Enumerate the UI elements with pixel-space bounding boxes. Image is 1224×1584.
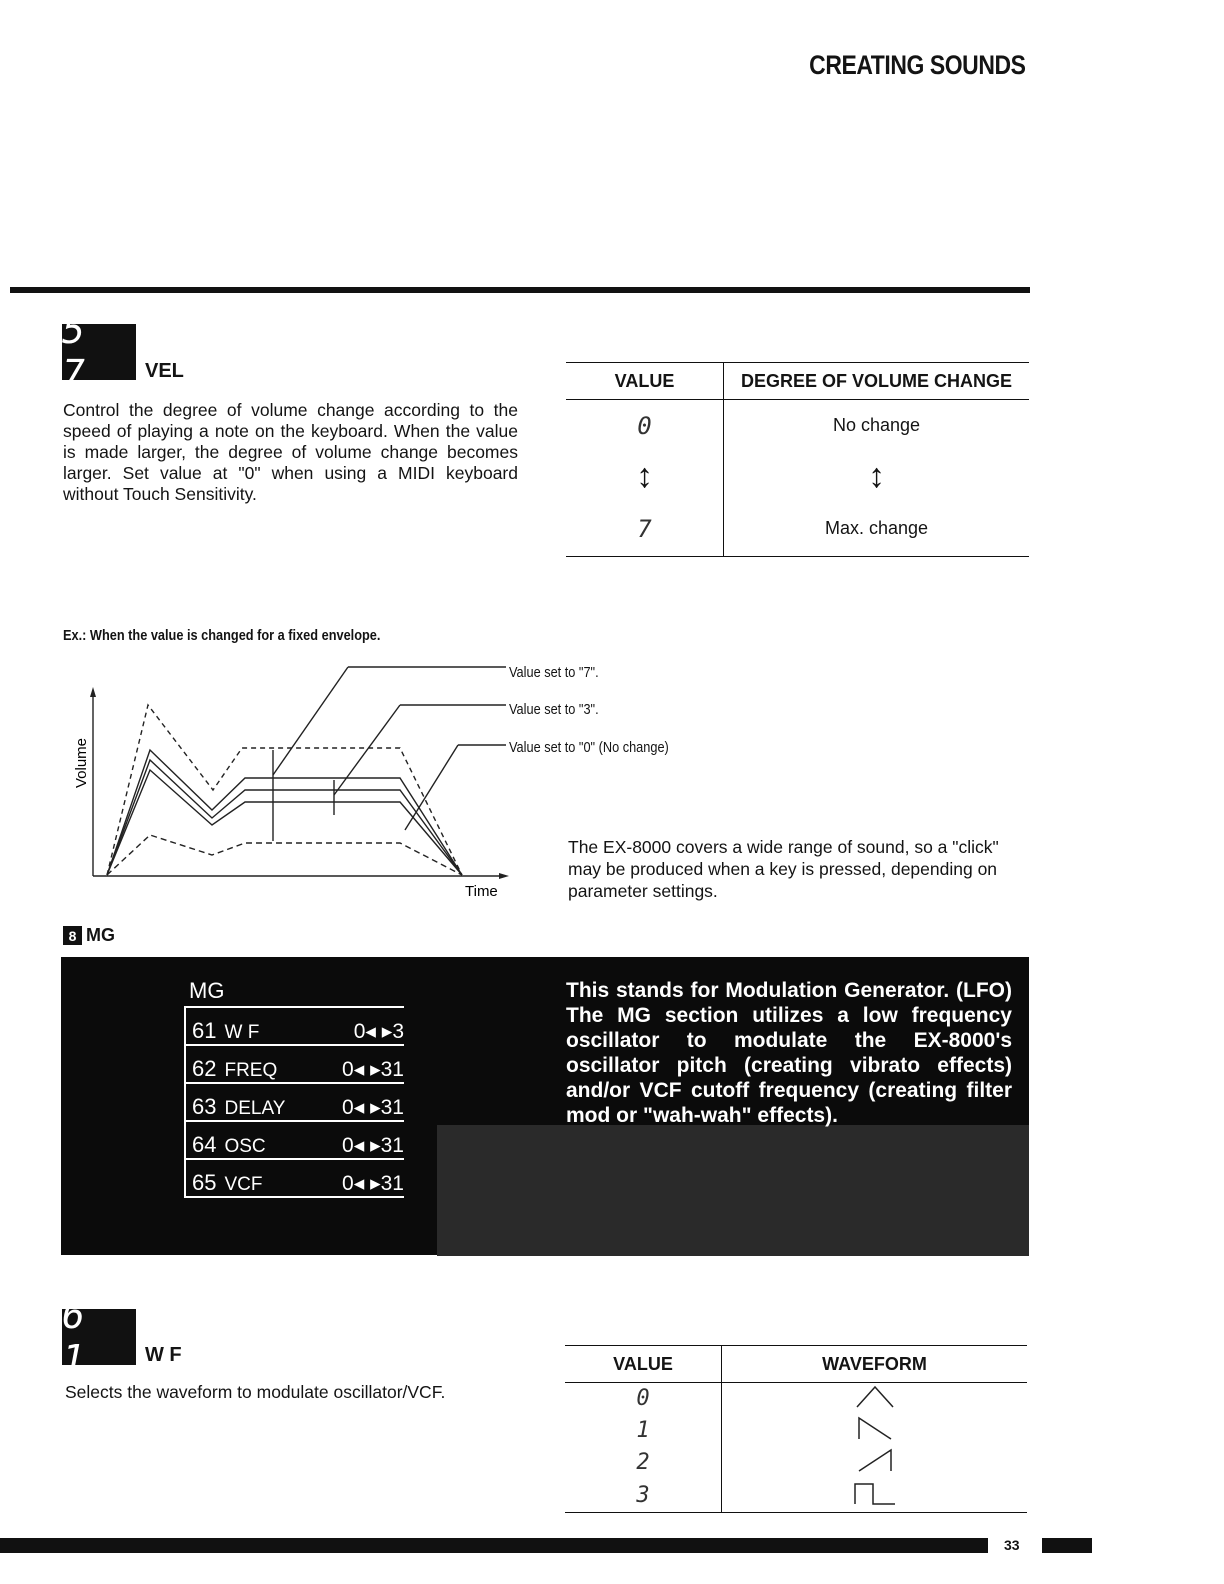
wf-row-value: 2: [565, 1447, 722, 1479]
y-axis-label: Volume: [73, 737, 90, 789]
param-range: 0◂ ▸31: [342, 1096, 404, 1119]
vel-row-change-arrow: ↕: [868, 457, 885, 495]
param-name: FREQ: [224, 1060, 278, 1081]
vel-row-value-arrow: ↕: [566, 452, 724, 502]
table-row: [565, 1479, 1027, 1513]
wf-row-waveform: [722, 1383, 1028, 1415]
mg-panel-title: MG: [189, 978, 225, 1003]
param-range: 0◂ ▸31: [342, 1134, 404, 1157]
label-value-0: Value set to "0" (No change): [509, 739, 669, 756]
param-range: 0◂ ▸3: [353, 1020, 404, 1043]
leader-0: [405, 745, 458, 830]
bottom-rule-end: [1042, 1538, 1092, 1553]
envelope-3: [107, 770, 462, 875]
param-name: OSC: [224, 1136, 266, 1157]
param-number: 64: [192, 1132, 217, 1157]
label-value-3: Value set to "3".: [509, 701, 599, 718]
sawtooth-down-icon: [855, 1415, 895, 1441]
vel-row-value: 7: [566, 502, 724, 557]
envelope-6: [107, 760, 462, 875]
vel-table-header-change: DEGREE OF VOLUME CHANGE: [724, 363, 1030, 400]
table-row: [565, 1447, 1027, 1479]
table-row: [566, 502, 1029, 557]
wf-display-badge: 6 1: [62, 1309, 136, 1365]
top-rule: [10, 287, 1030, 293]
wf-row-waveform: [722, 1479, 1028, 1513]
square-wave-icon: [853, 1480, 897, 1506]
y-axis-arrow-icon: [90, 687, 96, 697]
param-number: 62: [192, 1056, 217, 1081]
example-caption: Ex.: When the value is changed for a fixed envelope.: [63, 627, 381, 644]
wf-row-value: 3: [565, 1479, 722, 1513]
table-row: [565, 1415, 1027, 1447]
table-row: [186, 1046, 404, 1084]
wf-row-value: 1: [565, 1415, 722, 1447]
vel-row-value: 0: [566, 400, 724, 452]
sawtooth-up-icon: [855, 1447, 895, 1473]
param-name: VCF: [224, 1174, 263, 1195]
x-axis-label: Time: [465, 883, 498, 900]
mg-param-table: [184, 978, 404, 1198]
wf-row-waveform: [722, 1415, 1028, 1447]
wf-section-title: W F: [145, 1344, 182, 1366]
x-axis-arrow-icon: [499, 873, 509, 879]
wf-value-table: [565, 1345, 1027, 1513]
param-name: W F: [224, 1022, 260, 1043]
param-range: 0◂ ▸31: [342, 1172, 404, 1195]
param-name: DELAY: [224, 1098, 286, 1119]
vel-value-table: [566, 362, 1029, 557]
wf-row-value: 0: [565, 1383, 722, 1415]
mg-param-list: [184, 1006, 404, 1198]
leader-7: [273, 667, 348, 775]
label-value-7: Value set to "7".: [509, 664, 599, 681]
wf-table-header-value: VALUE: [565, 1346, 722, 1383]
table-row: [565, 1383, 1027, 1415]
table-row: [566, 400, 1029, 452]
vel-row-change: Max. change: [824, 518, 929, 539]
envelope-0: [107, 835, 462, 875]
table-row: [186, 1122, 404, 1160]
param-range: 0◂ ▸31: [342, 1058, 404, 1081]
table-row: [186, 1160, 404, 1198]
triangle-wave-icon: [855, 1383, 895, 1409]
leader-3: [334, 705, 400, 795]
mg-panel-shade: [437, 1125, 1029, 1256]
page-header-title: CREATING SOUNDS: [809, 50, 1026, 80]
mg-section-title: MG: [86, 925, 115, 945]
page-number: 33: [1004, 1537, 1020, 1553]
vel-section-title: VEL: [145, 360, 184, 382]
wf-description: Selects the waveform to modulate oscillator/VCF.: [65, 1382, 446, 1402]
example-note: The EX-8000 covers a wide range of sound, so a "click" may be produced when a key is pressed, depending on parameter settings.: [568, 837, 999, 901]
envelope-graph: [60, 655, 520, 905]
table-row: [186, 1084, 404, 1122]
wf-row-waveform: [722, 1447, 1028, 1479]
wf-table-header-waveform: WAVEFORM: [722, 1346, 1028, 1383]
mg-description: This stands for Modulation Generator. (LFO) The MG section utilizes a low frequency oscillator to modulate the EX-8000's oscillator pitch (creating vibrato effects) and/or VCF cutoff frequency (creating filter mod or "wah-wah" effects).: [566, 979, 1012, 1127]
vel-row-change: No change: [832, 415, 921, 436]
bottom-rule: [0, 1538, 988, 1553]
mg-section-heading: [63, 925, 115, 946]
vel-table-header-value: VALUE: [566, 363, 724, 400]
param-number: 63: [192, 1094, 217, 1119]
param-number: 61: [192, 1018, 217, 1043]
mg-section-badge: 8: [63, 926, 82, 945]
vel-display-badge: 5 7: [62, 324, 136, 380]
table-row: [566, 452, 1029, 502]
vel-description: Control the degree of volume change according to the speed of playing a note on the keyboard. When the value is made larger, the degree of volume change becomes larger. Set value at "0" when using a MIDI keyboard without Touch Sensitivity.: [63, 400, 518, 504]
table-row: [186, 1008, 404, 1046]
param-number: 65: [192, 1170, 217, 1195]
